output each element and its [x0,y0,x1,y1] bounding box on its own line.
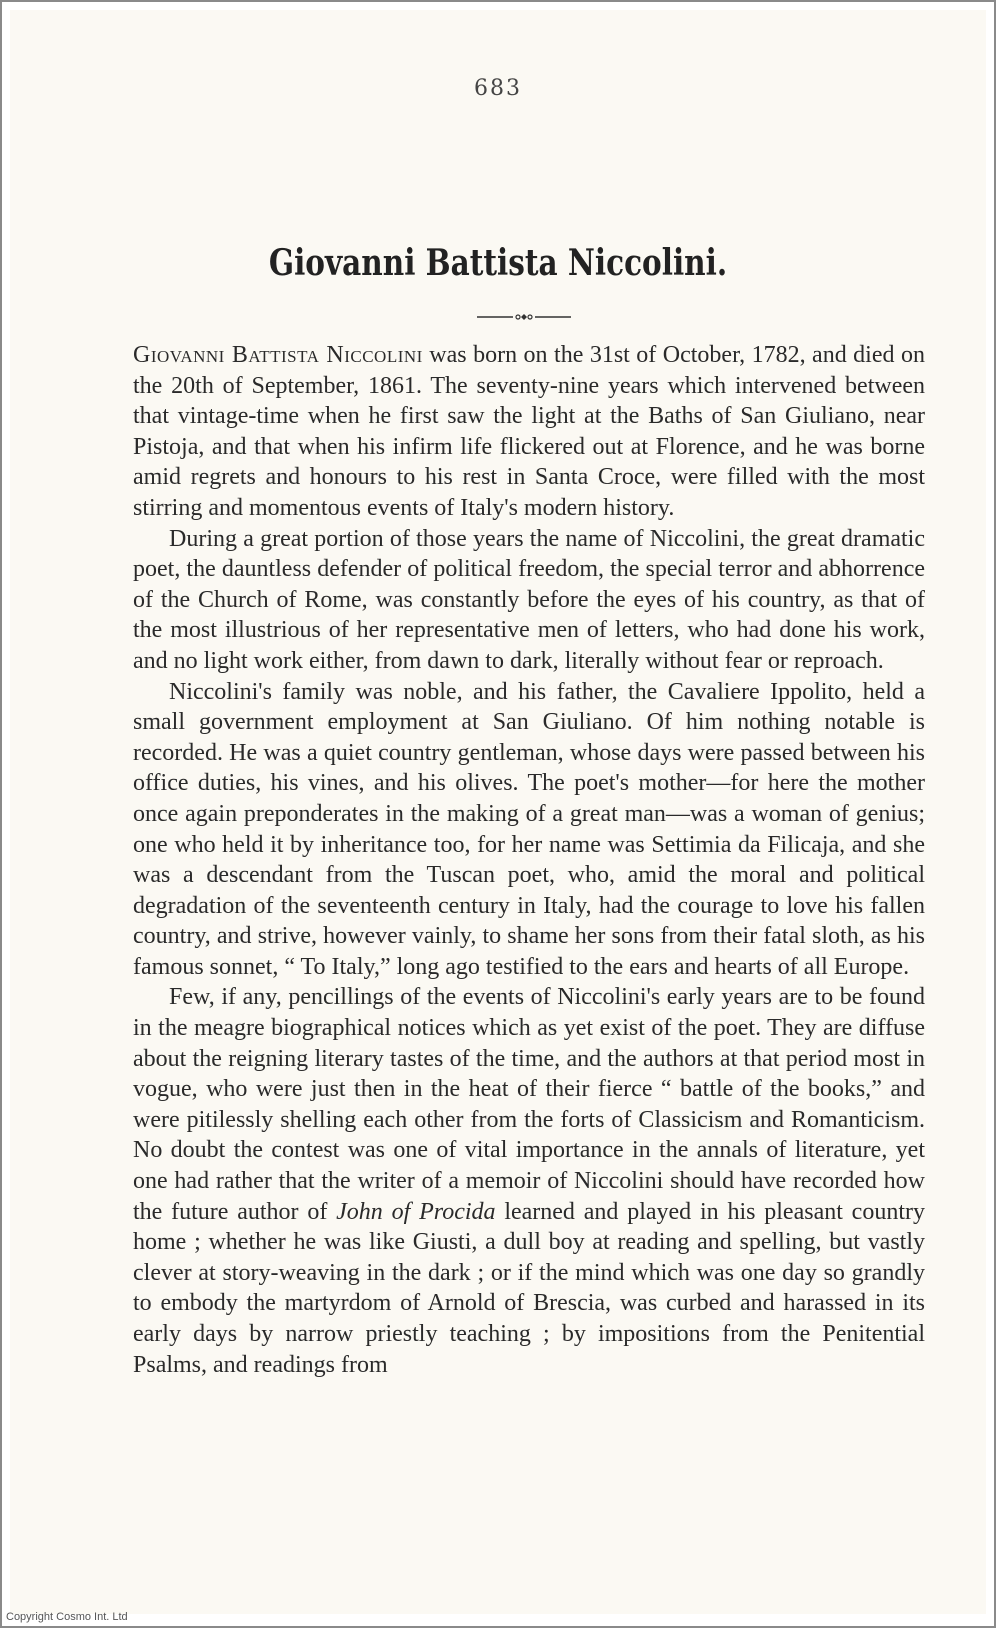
paragraph-text: learned and played in his pleasant country home ; whether he was like Giusti, a dull boy at reading and spelling, but vastly clever at story-weaving in the dark ; or if the mind which was one day so grandly to embody the martyrdom of Arnold of Brescia, was curbed and harassed in its early days by narrow priestly teaching ; by impositions from the Penitential Psalms, and readings from [133,1198,925,1378]
divider-ornament-icon [477,311,571,323]
copyright-notice: Copyright Cosmo Int. Ltd [6,1611,128,1623]
article-title: Giovanni Battista Niccolini. [268,242,728,284]
page-number: 683 [474,76,522,101]
book-page [10,10,986,1614]
paragraph [133,982,925,1380]
opening-name: Giovanni Battista Niccolini [133,342,423,368]
paragraph [133,340,925,524]
italic-title: John of Procida [336,1198,496,1225]
paragraph-text: Few, if any, pencillings of the events of Niccolini's early years are to be found in the meagre biographical notices which as yet exist of the poet. They are diffuse about the reigning literary tastes of the time, and the authors at that period most in vogue, who were just then in the heat of their fierce “ battle of the books,” and were pitilessly shelling each other from the forts of Classicism and Romanticism. No doubt the contest was one of vital importance in the annals of literature, yet one had rather that the writer of a memoir of Niccolini should have recorded how the future author of [133,984,925,1225]
paragraph: During a great portion of those years the name of Niccolini, the great dramatic poet, the dauntless defender of political freedom, the special terror and abhorrence of the Church of Rome, was constantly before the eyes of his country, as that of the most illustrious of her representative men of letters, who had done his work, and no light work either, from dawn to dark, literally without fear or reproach. [133,525,925,674]
paragraph-text: was born on the 31st of October, 1782, and died on the 20th of September, 1861. The seventy-nine years which intervened between that vintage-time when he first saw the light at the Baths of San Giuliano, near Pistoja, and that when his infirm life flickered out at Florence, and he was borne amid regrets and honours to his rest in Santa Croce, were filled with the most stirring and momentous events of Italy's modern history. [133,342,925,521]
article-body [133,340,925,1380]
paragraph: Niccolini's family was noble, and his father, the Cavaliere Ippolito, held a small government employment at San Giuliano. Of him nothing notable is recorded. He was a quiet country gentleman, whose days were passed between his office duties, his vines, and his olives. The poet's mother—for here the mother once again preponderates in the making of a great man—was a woman of genius; one who held it by inheritance too, for her name was Settimia da Filicaja, and she was a descendant from the Tuscan poet, who, amid the moral and political degradation of the seventeenth century in Italy, had the courage to love his fallen country, and strive, however vainly, to shame her sons from their fatal sloth, as his famous sonnet, “ To Italy,” long ago testified to the ears and hearts of all Europe. [133,678,925,980]
